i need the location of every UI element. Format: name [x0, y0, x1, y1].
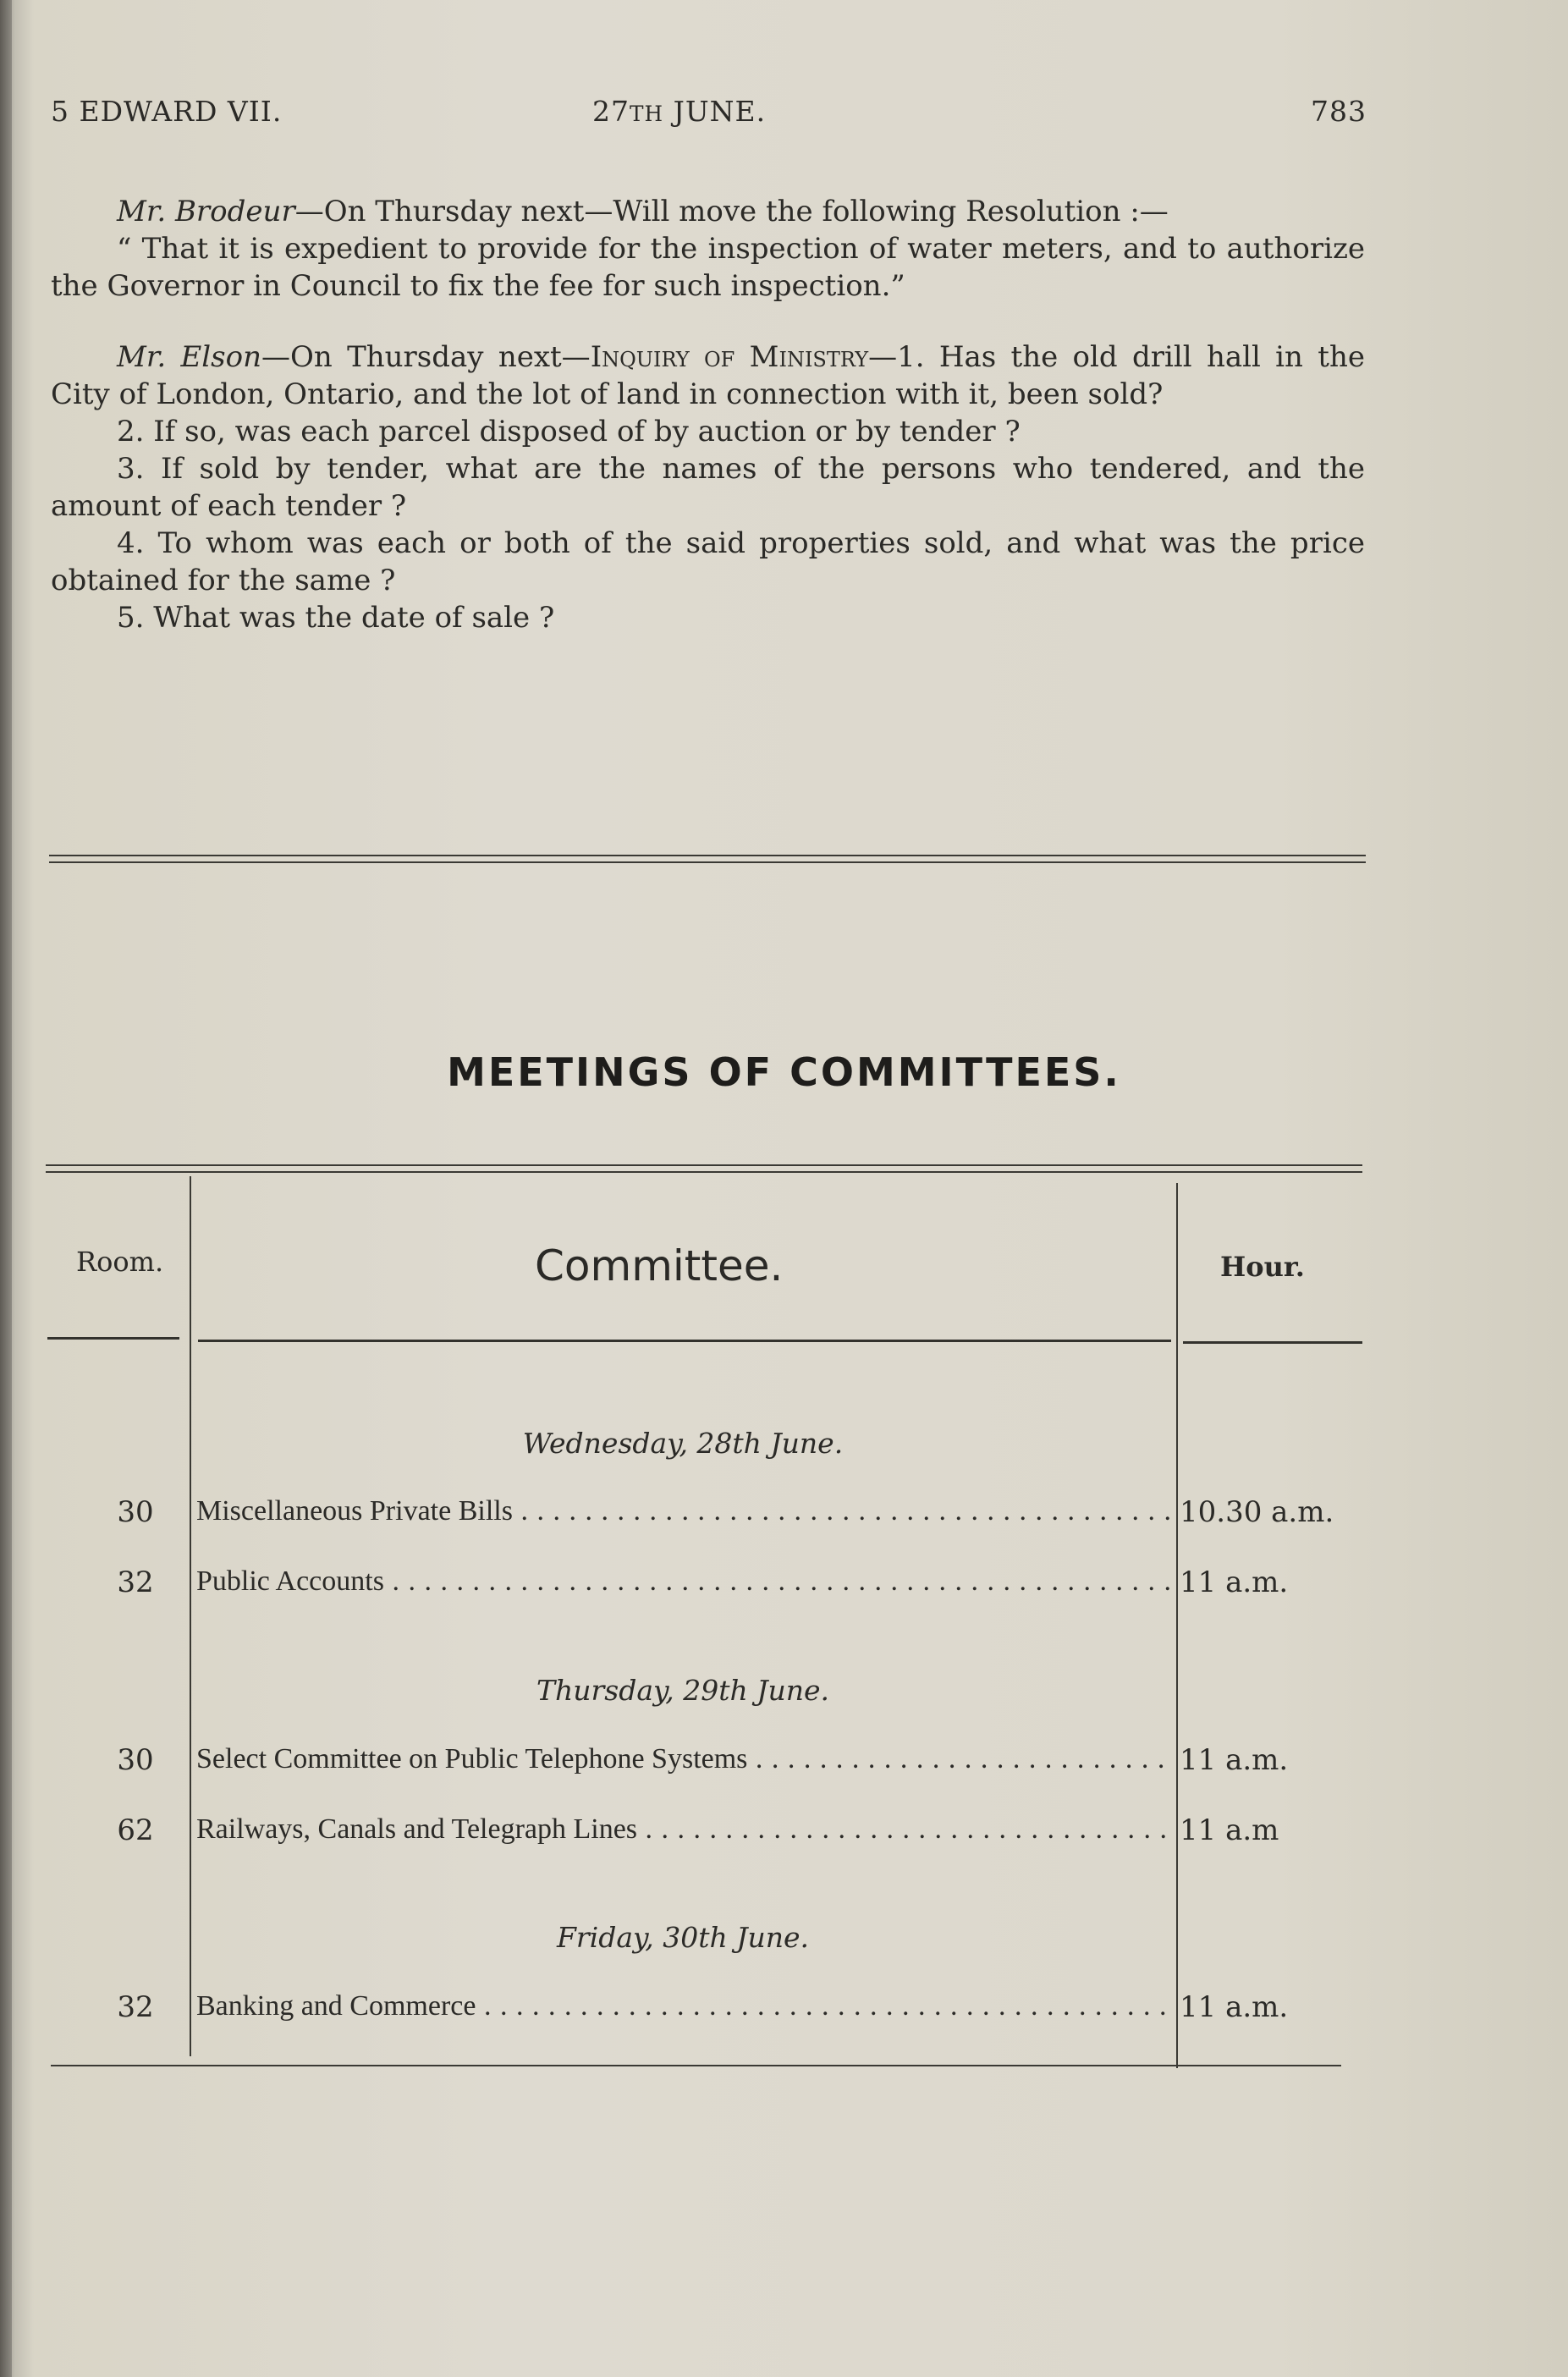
committee-name: Miscellaneous Private Bills . . .: [196, 1495, 1169, 1527]
room-number: 30: [117, 1495, 154, 1529]
committee-name: Public Accounts . . .: [196, 1565, 1169, 1598]
page-number: 783: [1311, 95, 1367, 128]
table-row: [0, 1813, 1568, 1851]
question-4: 4. To whom was each or both of the said properties sold, and what was the price obtained for the same ?: [51, 526, 1365, 597]
header-regnal-year: 5 EDWARD VII.: [51, 95, 283, 128]
table-row: [0, 1495, 1568, 1532]
committee-name: Select Committee on Public Telephone Systems . . .: [196, 1743, 1169, 1775]
question-5: 5. What was the date of sale ?: [117, 601, 555, 635]
header-underline-hour: [1183, 1341, 1362, 1344]
notices-block: [51, 193, 1365, 636]
question-3: 3. If sold by tender, what are the names of the persons who tendered, and the amount of each tender ?: [51, 452, 1365, 523]
day-heading: Friday, 30th June.: [556, 1921, 809, 1954]
room-number: 32: [117, 1990, 154, 2024]
column-header-committee: Committee.: [535, 1241, 784, 1290]
table-row: [0, 1565, 1568, 1603]
header-underline-room: [47, 1337, 179, 1340]
question-2: 2. If so, was each parcel disposed of by auction or by tender ?: [117, 415, 1021, 448]
meeting-hour: 10.30 a.m.: [1180, 1495, 1334, 1529]
meeting-hour: 11 a.m.: [1180, 1565, 1289, 1599]
meeting-hour: 11 a.m.: [1180, 1743, 1289, 1777]
table-row: [0, 1990, 1568, 2028]
room-number: 30: [117, 1743, 154, 1777]
running-header: [51, 95, 1367, 132]
brodeur-notice: Mr. Brodeur—On Thursday next—Will move the following Resolution :—: [117, 195, 1169, 228]
meeting-hour: 11 a.m.: [1180, 1990, 1289, 2024]
table-top-rule: [46, 1164, 1362, 1173]
committee-name: Railways, Canals and Telegraph Lines . . .: [196, 1813, 1169, 1846]
column-header-room: Room.: [76, 1246, 164, 1278]
meeting-hour: 11 a.m: [1180, 1813, 1279, 1847]
column-header-hour: Hour.: [1220, 1251, 1305, 1283]
header-underline-committee: [198, 1340, 1171, 1342]
section-divider: [49, 855, 1366, 863]
committee-name: Banking and Commerce . . .: [196, 1990, 1169, 2022]
header-date: 27TH JUNE.: [592, 95, 767, 128]
day-heading: Wednesday, 28th June.: [522, 1427, 844, 1460]
committees-title: MEETINGS OF COMMITTEES.: [447, 1049, 1121, 1095]
elson-notice: Mr. Elson—On Thursday next—Inquiry of Ministry—1. Has the old drill hall in the City of London, Ontario, and the lot of land in connection with it, been sold?: [51, 340, 1365, 411]
column-divider-right: [1176, 1183, 1178, 2068]
room-number: 62: [117, 1813, 154, 1847]
day-heading: Thursday, 29th June.: [536, 1674, 830, 1707]
brodeur-resolution: “ That it is expedient to provide for the inspection of water meters, and to authorize the Governor in Council to fix the fee for such inspection.”: [51, 232, 1365, 303]
room-number: 32: [117, 1565, 154, 1599]
table-bottom-rule: [51, 2065, 1341, 2066]
table-row: [0, 1743, 1568, 1780]
